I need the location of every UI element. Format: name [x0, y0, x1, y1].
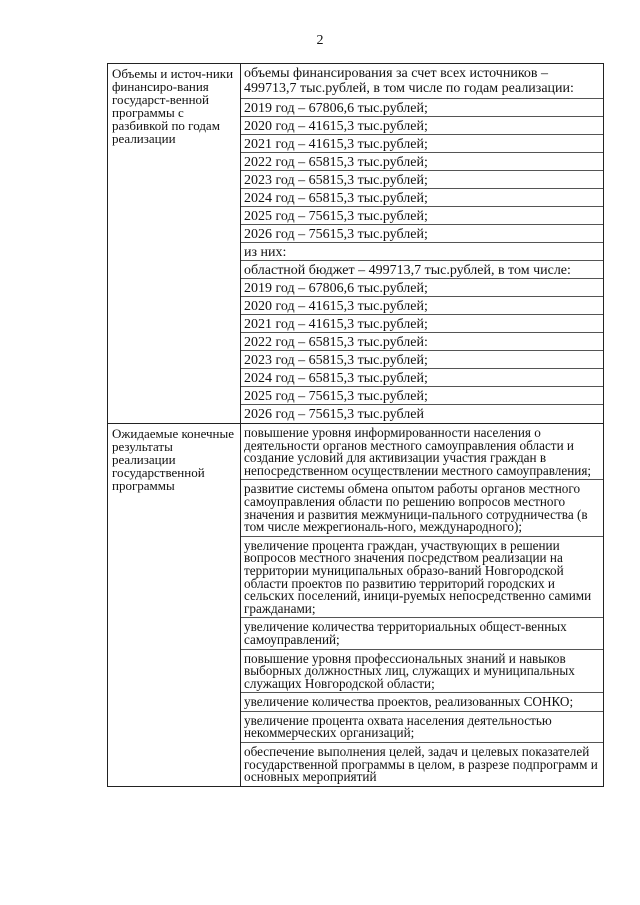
- row-heading-financing: Объемы и источ-ники финансиро-вания государст-венной программы с разбивкой по годам реализации: [108, 64, 241, 423]
- row-heading-results: Ожидаемые конечные результаты реализации государственной программы: [108, 424, 241, 786]
- result-paragraph: увеличение количества территориальных общест-венных самоуправлений;: [241, 618, 603, 649]
- regional-year-line: 2024 год – 65815,3 тыс.рублей;: [241, 369, 603, 387]
- financing-year-line: 2021 год – 41615,3 тыс.рублей;: [241, 135, 603, 153]
- regional-budget-line: областной бюджет – 499713,7 тыс.рублей, в том числе:: [241, 261, 603, 279]
- regional-year-line: 2023 год – 65815,3 тыс.рублей;: [241, 351, 603, 369]
- financing-year-line: 2022 год – 65815,3 тыс.рублей;: [241, 153, 603, 171]
- regional-year-line: 2021 год – 41615,3 тыс.рублей;: [241, 315, 603, 333]
- page-number: 2: [316, 33, 324, 48]
- result-paragraph: повышение уровня профессиональных знаний и навыков выборных должностных лиц, служащих и муниципальных служащих Новгородской области;: [241, 650, 603, 694]
- financing-year-line: 2024 год – 65815,3 тыс.рублей;: [241, 189, 603, 207]
- financing-year-line: 2023 год – 65815,3 тыс.рублей;: [241, 171, 603, 189]
- regional-year-line: 2026 год – 75615,3 тыс.рублей: [244, 407, 424, 422]
- regional-year-line: 2022 год – 65815,3 тыс.рублей:: [241, 333, 603, 351]
- result-paragraph: повышение уровня информированности населения о деятельности органов местного самоуправления области и создание условий для активизации участия граждан в непосредственном осуществлении местного самоуправления;: [241, 424, 603, 480]
- result-paragraph: увеличение процента охвата населения деятельностью некоммерческих организаций;: [241, 712, 603, 743]
- financing-cell: [241, 64, 603, 423]
- result-paragraph: увеличение процента граждан, участвующих в решении вопросов местного значения посредством реализации на территории муниципальных образо-ваний Новгородской области проектов по развитию территорий городских и сельских поселений, иници-руемых непосредственно самими гражданами;: [241, 537, 603, 619]
- result-paragraph: развитие системы обмена опытом работы органов местного самоуправления области по решению вопросов местного значения и развития межмуници-пального сотрудничества (в том числе межрегиональ-ного, международного);: [241, 480, 603, 536]
- regional-year-line: 2019 год – 67806,6 тыс.рублей;: [241, 279, 603, 297]
- financing-year-line: 2025 год – 75615,3 тыс.рублей;: [241, 207, 603, 225]
- result-paragraph: увеличение количества проектов, реализованных СОНКО;: [241, 693, 603, 712]
- table-row-results: [108, 424, 603, 786]
- passport-table: [107, 63, 604, 787]
- table-row-financing: [108, 64, 603, 424]
- financing-subheading: из них:: [241, 243, 603, 261]
- regional-year-line: 2020 год – 41615,3 тыс.рублей;: [241, 297, 603, 315]
- financing-total-line: объемы финансирования за счет всех источников – 499713,7 тыс.рублей, в том числе по годам реализации:: [241, 64, 603, 99]
- regional-year-line: 2025 год – 75615,3 тыс.рублей;: [241, 387, 603, 405]
- result-paragraph: обеспечение выполнения целей, задач и целевых показателей государственной программы в целом, в разрезе подпрограмм и основных мероприятий: [244, 744, 598, 785]
- financing-year-line: 2019 год – 67806,6 тыс.рублей;: [241, 99, 603, 117]
- financing-year-line: 2020 год – 41615,3 тыс.рублей;: [241, 117, 603, 135]
- financing-year-line: 2026 год – 75615,3 тыс.рублей;: [241, 225, 603, 243]
- results-cell: [241, 424, 603, 786]
